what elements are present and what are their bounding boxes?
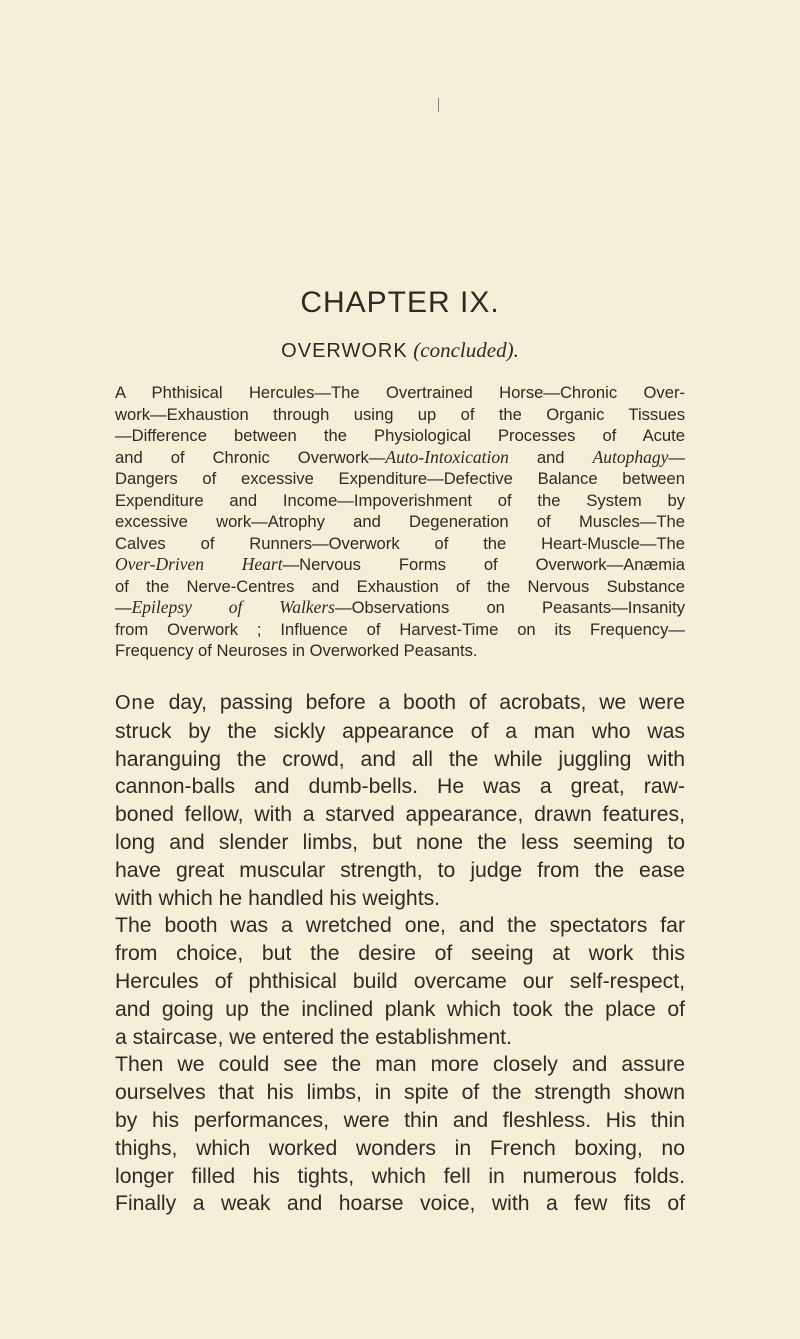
synopsis-line: work—Exhaustion through using up of the Organic Tissues	[115, 404, 685, 424]
chapter-synopsis	[115, 382, 685, 662]
synopsis-text: —	[115, 598, 132, 617]
body-line-text: day, passing before a booth of acrobats, we were	[155, 691, 685, 714]
body-line: Hercules of phthisical build overcame our self-respect,	[115, 969, 685, 993]
opening-word: One	[115, 692, 156, 714]
body-line: a staircase, we entered the establishment.	[115, 1025, 512, 1049]
body-line: The booth was a wretched one, and the spectators far	[115, 914, 685, 938]
body-line: long and slender limbs, but none the less seeming to	[115, 830, 685, 854]
body-line: Then we could see the man more closely and assure	[115, 1053, 685, 1077]
synopsis-line: —Difference between the Physiological Processes of Acute	[115, 426, 685, 445]
body-line	[115, 689, 685, 718]
synopsis-line: of the Nerve-Centres and Exhaustion of the Nervous Substance	[115, 576, 685, 596]
section-title-subtitle: (concluded).	[413, 338, 519, 362]
body-line: with which he handled his weights.	[115, 886, 441, 910]
ink-mark	[438, 98, 439, 112]
synopsis-line: Dangers of excessive Expenditure—Defective Balance between	[115, 469, 685, 488]
body-line: Finally a weak and hoarse voice, with a few fits of	[115, 1192, 685, 1216]
synopsis-italic: Over-Driven Heart	[115, 554, 283, 574]
synopsis-text: and	[508, 447, 593, 467]
synopsis-italic: Auto-Intoxication	[385, 446, 509, 467]
synopsis-line: from Overwork ; Influence of Harvest-Time on its Frequency—	[115, 619, 685, 639]
body-line: by his performances, were thin and fleshless. His thin	[115, 1108, 685, 1132]
body-line: thighs, which worked wonders in French boxing, no	[115, 1136, 685, 1160]
body-line: and going up the inclined plank which took the place of	[115, 997, 685, 1021]
synopsis-italic: Epilepsy of Walkers	[131, 597, 335, 617]
synopsis-text: —Observations on Peasants—Insanity	[334, 598, 685, 617]
synopsis-line: excessive work—Atrophy and Degeneration of Muscles—The	[115, 512, 685, 531]
synopsis-line: A Phthisical Hercules—The Overtrained Horse—Chronic Over-	[115, 383, 685, 402]
section-title	[0, 336, 800, 365]
body-line: boned fellow, with a starved appearance, drawn features,	[115, 803, 685, 827]
synopsis-line	[115, 447, 685, 469]
body-line: ourselves that his limbs, in spite of the strength shown	[115, 1081, 685, 1105]
body-line: haranguing the crowd, and all the while juggling with	[115, 747, 685, 771]
body-line: cannon-balls and dumb-bells. He was a great, raw-	[115, 775, 685, 799]
synopsis-text: —Nervous Forms of Overwork—Anæmia	[282, 555, 685, 574]
synopsis-text: —	[668, 447, 685, 467]
synopsis-line	[115, 554, 685, 576]
synopsis-line: Expenditure and Income—Impoverishment of the System by	[115, 490, 685, 510]
synopsis-line: Calves of Runners—Overwork of the Heart-Muscle—The	[115, 533, 685, 553]
body-text	[115, 689, 685, 1218]
synopsis-line	[115, 597, 685, 619]
synopsis-line: Frequency of Neuroses in Overworked Peasants.	[115, 641, 478, 660]
body-line: have great muscular strength, to judge from the ease	[115, 858, 685, 882]
synopsis-text: and of Chronic Overwork—	[115, 447, 386, 467]
synopsis-italic: Autophagy	[592, 446, 669, 467]
body-line: longer filled his tights, which fell in numerous folds.	[115, 1164, 685, 1188]
section-title-main: OVERWORK	[281, 340, 408, 362]
body-line: struck by the sickly appearance of a man who was	[115, 719, 685, 743]
chapter-title: CHAPTER IX.	[300, 286, 500, 319]
body-line: from choice, but the desire of seeing at work this	[115, 942, 685, 966]
